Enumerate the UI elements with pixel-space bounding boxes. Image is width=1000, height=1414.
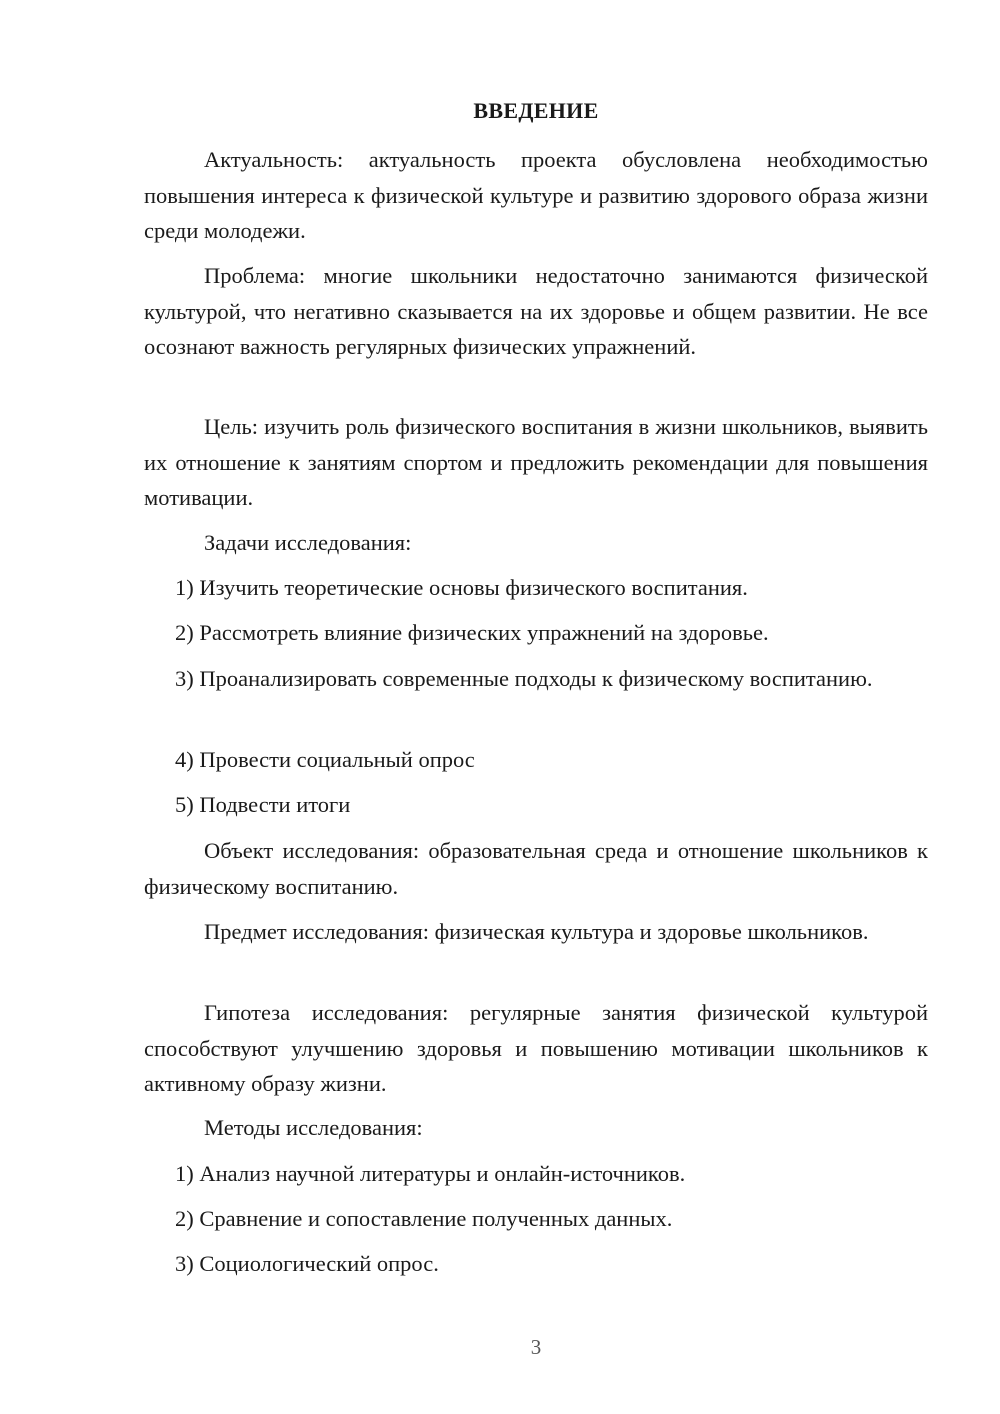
method-item-3: 3) Социологический опрос. <box>175 1251 439 1276</box>
goal-paragraph: Цель: изучить роль физического воспитания в жизни школьников, выявить их отношение к занятиям спортом и предложить рекомендации для повышения мотивации. <box>144 414 928 510</box>
relevance-paragraph: Актуальность: актуальность проекта обусловлена необходимостью повышения интереса к физической культуре и развитию здорового образа жизни среди молодежи. <box>144 147 928 243</box>
page-number: 3 <box>530 1335 542 1359</box>
methods-heading: Методы исследования: <box>204 1115 423 1140</box>
hypothesis-paragraph: Гипотеза исследования: регулярные занятия физической культурой способствуют улучшению здоровья и повышению мотивации школьников к активному образу жизни. <box>144 1000 928 1096</box>
task-item-3: 3) Проанализировать современные подходы к физическому воспитанию. <box>175 666 873 691</box>
page-title: ВВЕДЕНИЕ <box>473 98 599 123</box>
object-paragraph: Объект исследования: образовательная среда и отношение школьников к физическому воспитанию. <box>144 838 928 899</box>
task-item-4: 4) Провести социальный опрос <box>175 747 475 772</box>
tasks-heading: Задачи исследования: <box>204 530 412 555</box>
method-item-2: 2) Сравнение и сопоставление полученных данных. <box>175 1206 673 1231</box>
problem-paragraph: Проблема: многие школьники недостаточно занимаются физической культурой, что негативно сказывается на их здоровье и общем развитии. Не все осознают важность регулярных физических упражнений. <box>144 263 928 359</box>
task-item-5: 5) Подвести итоги <box>175 792 351 817</box>
task-item-2: 2) Рассмотреть влияние физических упражнений на здоровье. <box>175 620 769 645</box>
method-item-1: 1) Анализ научной литературы и онлайн-источников. <box>175 1161 686 1186</box>
task-item-1: 1) Изучить теоретические основы физического воспитания. <box>175 575 748 600</box>
subject-paragraph: Предмет исследования: физическая культура и здоровье школьников. <box>204 919 869 944</box>
